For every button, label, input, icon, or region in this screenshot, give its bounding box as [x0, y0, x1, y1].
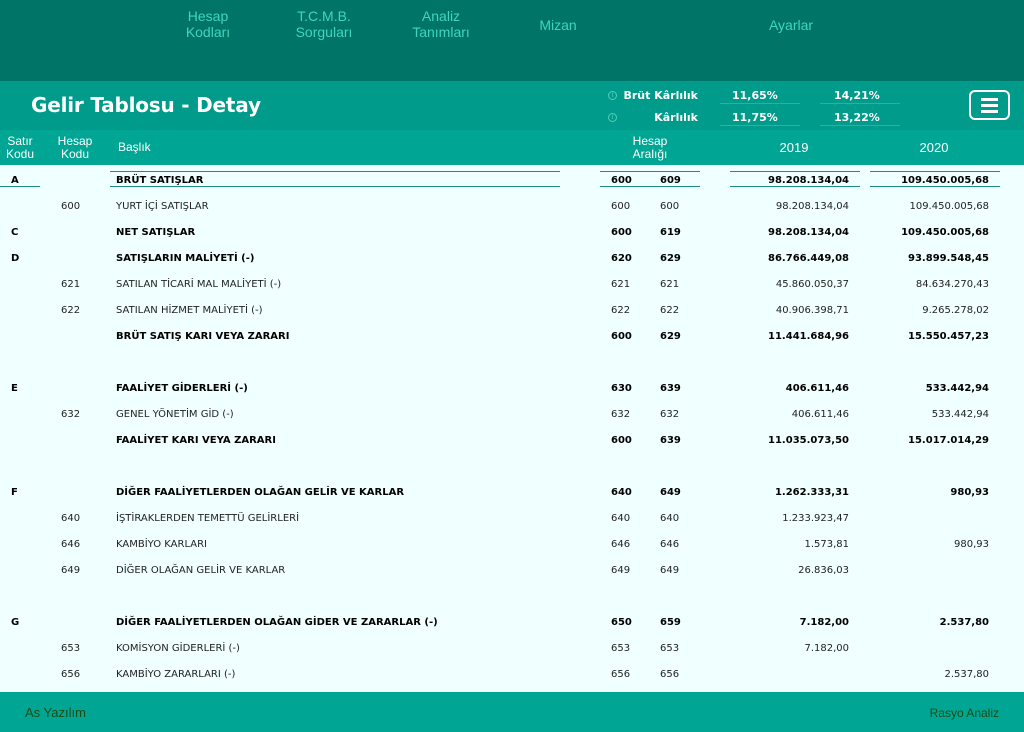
footer: [0, 692, 1024, 732]
row-title: FAALİYET KARI VEYA ZARARI: [116, 435, 276, 446]
column-header-row: [0, 130, 1024, 165]
col-year-2019: 2019: [779, 140, 809, 155]
footer-brand: As Yazılım: [25, 705, 86, 720]
title-bar: [0, 81, 1024, 130]
table-row[interactable]: [0, 349, 1024, 375]
row-range-end: 621: [660, 279, 680, 290]
row-value-2020: 2.537,80: [944, 669, 989, 680]
table-row[interactable]: [0, 375, 1024, 401]
row-account-code: 653: [61, 643, 81, 654]
row-value-2020: 109.450.005,68: [909, 201, 989, 212]
row-account-code: 640: [61, 513, 81, 524]
table-row[interactable]: [0, 427, 1024, 453]
table-row[interactable]: [0, 219, 1024, 245]
nav-analiz-tanimlari[interactable]: Analiz Tanımları: [412, 8, 470, 40]
table-row[interactable]: [0, 323, 1024, 349]
nav-ayarlar[interactable]: Ayarlar: [768, 17, 814, 33]
row-title: GENEL YÖNETİM GİD (-): [116, 409, 234, 420]
row-value-2019: 1.233.923,47: [782, 513, 849, 524]
row-code: C: [11, 227, 19, 238]
row-range-end: 629: [660, 253, 681, 264]
col-hesap-araligi: Hesap Aralığı: [632, 134, 668, 161]
row-account-code: 622: [61, 305, 81, 316]
row-value-2020: 84.634.270,43: [915, 279, 989, 290]
row-range-end: 639: [660, 435, 681, 446]
row-account-code: 656: [61, 669, 81, 680]
footer-app-name: Rasyo Analiz: [929, 706, 999, 720]
row-range-start: 600: [611, 201, 631, 212]
row-range-end: 649: [660, 487, 681, 498]
row-range-start: 646: [611, 539, 631, 550]
row-account-code: 632: [61, 409, 81, 420]
row-code: E: [11, 383, 18, 394]
col-year-2020: 2020: [919, 140, 949, 155]
row-title: SATIŞLARIN MALİYETİ (-): [116, 253, 255, 264]
row-value-2019: 1.262.333,31: [774, 487, 849, 498]
row-title: BRÜT SATIŞ KARI VEYA ZARARI: [116, 331, 290, 342]
row-range-end: 629: [660, 331, 681, 342]
nav-mizan[interactable]: Mizan: [539, 17, 577, 33]
row-title: DİĞER FAALİYETLERDEN OLAĞAN GELİR VE KARLAR: [116, 487, 405, 498]
row-range-start: 621: [611, 279, 631, 290]
ratio-value: 13,22%: [834, 111, 880, 124]
row-range-start: 600: [611, 435, 632, 446]
row-account-code: 646: [61, 539, 81, 550]
hamburger-menu-icon[interactable]: [969, 90, 1010, 120]
table-row[interactable]: [0, 531, 1024, 557]
row-value-2020: 533.442,94: [925, 383, 989, 394]
ratio-value: 11,65%: [732, 89, 778, 102]
info-icon[interactable]: i: [608, 91, 617, 100]
row-value-2020: 980,93: [954, 539, 989, 550]
row-title: FAALİYET GİDERLERİ (-): [116, 383, 248, 394]
ratio-value-2019: [732, 89, 792, 107]
row-value-2020: 15.017.014,29: [908, 435, 989, 446]
row-value-2019: 26.836,03: [798, 565, 849, 576]
row-value-2019: 406.611,46: [791, 409, 849, 420]
row-value-2020: 15.550.457,23: [908, 331, 989, 342]
row-value-2019: 98.208.134,04: [775, 201, 849, 212]
divider: [820, 125, 900, 126]
row-range-end: 619: [660, 227, 681, 238]
row-account-code: 649: [61, 565, 81, 576]
nav-tcmb-sorgulari[interactable]: T.C.M.B. Sorguları: [295, 8, 353, 40]
row-account-code: 600: [61, 201, 81, 212]
row-value-2019: 98.208.134,04: [768, 227, 849, 238]
divider: [720, 125, 800, 126]
row-range-start: 630: [611, 383, 632, 394]
table-row[interactable]: [0, 479, 1024, 505]
row-range-start: 640: [611, 487, 632, 498]
row-range-end: 609: [660, 175, 681, 186]
row-range-start: 640: [611, 513, 631, 524]
row-account-code: 621: [61, 279, 81, 290]
table-row[interactable]: [0, 661, 1024, 687]
divider: [820, 103, 900, 104]
row-range-end: 646: [660, 539, 680, 550]
row-value-2020: 93.899.548,45: [908, 253, 989, 264]
row-range-end: 622: [660, 305, 680, 316]
row-range-start: 620: [611, 253, 632, 264]
row-title: KAMBİYO KARLARI: [116, 539, 207, 550]
row-value-2019: 98.208.134,04: [768, 175, 849, 186]
row-range-end: 659: [660, 617, 681, 628]
info-icon[interactable]: i: [608, 113, 617, 122]
row-range-end: 600: [660, 201, 680, 212]
row-title: BRÜT SATIŞLAR: [116, 175, 204, 186]
ratio-value-2020: [834, 111, 894, 129]
row-title: DİĞER FAALİYETLERDEN OLAĞAN GİDER VE ZARARLAR (-): [116, 617, 438, 628]
row-range-end: 649: [660, 565, 680, 576]
row-value-2019: 86.766.449,08: [768, 253, 849, 264]
row-title: SATILAN HİZMET MALİYETİ (-): [116, 305, 263, 316]
ratio-label: Brüt Kârlılık: [623, 89, 698, 102]
row-value-2019: 40.906.398,71: [775, 305, 849, 316]
row-range-start: 653: [611, 643, 631, 654]
table-row[interactable]: [0, 245, 1024, 271]
row-title: İŞTİRAKLERDEN TEMETTÜ GELİRLERİ: [116, 513, 300, 524]
income-statement-table: [0, 165, 1024, 692]
ratio-label: Kârlılık: [654, 111, 698, 124]
row-value-2019: 11.441.684,96: [768, 331, 849, 342]
row-value-2020: 109.450.005,68: [901, 175, 989, 186]
top-navigation: [0, 0, 1024, 81]
table-row[interactable]: [0, 271, 1024, 297]
table-row[interactable]: [0, 635, 1024, 661]
row-value-2019: 1.573,81: [804, 539, 849, 550]
row-title: KAMBİYO ZARARLARI (-): [116, 669, 236, 680]
row-range-start: 632: [611, 409, 631, 420]
nav-hesap-kodlari[interactable]: Hesap Kodları: [185, 8, 231, 40]
row-range-start: 600: [611, 227, 632, 238]
row-code: A: [11, 175, 19, 186]
ratio-value: 11,75%: [732, 111, 778, 124]
row-range-end: 632: [660, 409, 680, 420]
page-title: Gelir Tablosu - Detay: [31, 93, 261, 117]
table-row[interactable]: [0, 609, 1024, 635]
table-row[interactable]: [0, 453, 1024, 479]
row-range-start: 656: [611, 669, 631, 680]
row-range-start: 650: [611, 617, 632, 628]
row-title: KOMİSYON GİDERLERİ (-): [116, 643, 240, 654]
row-range-end: 639: [660, 383, 681, 394]
row-title: YURT İÇİ SATIŞLAR: [116, 201, 209, 212]
ratio-value-2020: [834, 89, 894, 107]
row-title: SATILAN TİCARİ MAL MALİYETİ (-): [116, 279, 282, 290]
row-range-end: 653: [660, 643, 680, 654]
row-value-2019: 7.182,00: [799, 617, 849, 628]
table-row[interactable]: [0, 505, 1024, 531]
ratio-value-2019: [732, 111, 792, 129]
row-range-start: 600: [611, 175, 632, 186]
col-hesap-kodu: Hesap Kodu: [57, 134, 93, 161]
ratio-value: 14,21%: [834, 89, 880, 102]
row-range-end: 640: [660, 513, 680, 524]
table-row[interactable]: [0, 401, 1024, 427]
table-row[interactable]: [0, 583, 1024, 609]
table-row[interactable]: [0, 167, 1024, 193]
row-value-2019: 7.182,00: [804, 643, 849, 654]
row-value-2019: 45.860.050,37: [775, 279, 849, 290]
row-value-2019: 11.035.073,50: [768, 435, 849, 446]
row-range-end: 656: [660, 669, 680, 680]
row-code: F: [11, 487, 18, 498]
row-value-2019: 406.611,46: [785, 383, 849, 394]
row-value-2020: 533.442,94: [931, 409, 989, 420]
col-satir-kodu: Satır Kodu: [5, 134, 35, 161]
row-title: NET SATIŞLAR: [116, 227, 196, 238]
row-code: G: [11, 617, 20, 628]
row-range-start: 622: [611, 305, 631, 316]
row-value-2020: 109.450.005,68: [901, 227, 989, 238]
row-range-start: 649: [611, 565, 631, 576]
row-value-2020: 9.265.278,02: [922, 305, 989, 316]
table-row[interactable]: [0, 557, 1024, 583]
ratio-gross-margin: [608, 89, 698, 107]
ratio-net-margin: [608, 111, 698, 129]
table-row[interactable]: [0, 193, 1024, 219]
row-code: D: [11, 253, 20, 264]
row-value-2020: 2.537,80: [939, 617, 989, 628]
col-baslik: Başlık: [118, 140, 151, 154]
table-row[interactable]: [0, 297, 1024, 323]
divider: [720, 103, 800, 104]
row-range-start: 600: [611, 331, 632, 342]
row-value-2020: 980,93: [950, 487, 989, 498]
row-title: DİĞER OLAĞAN GELİR VE KARLAR: [116, 565, 286, 576]
